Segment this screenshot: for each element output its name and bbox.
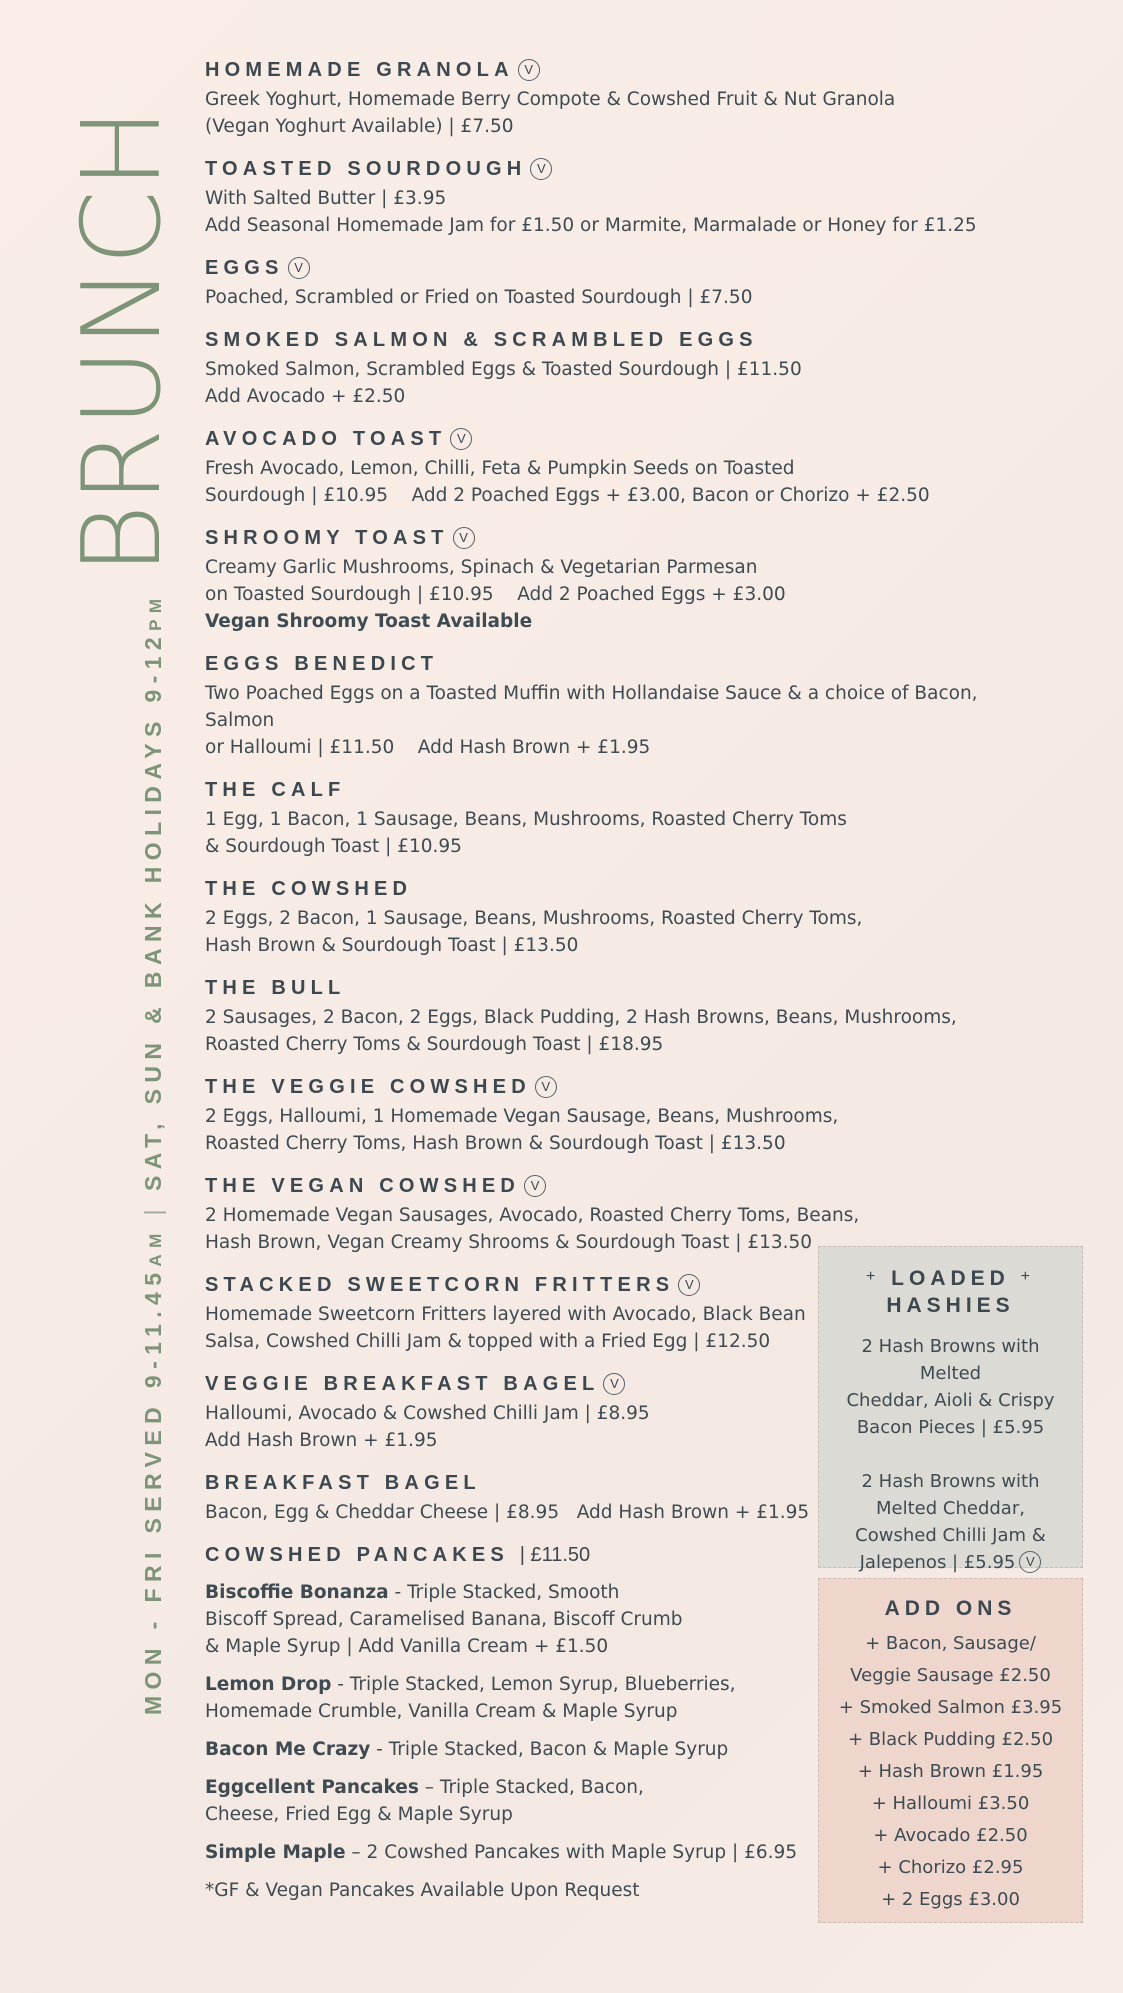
item-name: BREAKFAST BAGEL (205, 1472, 481, 1494)
item-description: 1 Egg, 1 Bacon, 1 Sausage, Beans, Mushrooms, Roasted Cherry Toms (205, 809, 847, 830)
addon-item: + Hash Brown £1.95 (857, 1761, 1044, 1782)
item-name: STACKED SWEETCORN FRITTERS (205, 1274, 675, 1296)
serving-times (140, 593, 167, 1715)
addon-item: + Halloumi £3.50 (871, 1793, 1030, 1814)
addon-item: + Smoked Salmon £3.95 (838, 1697, 1063, 1718)
item-name: SHROOMY TOAST (205, 527, 449, 549)
item-name: COWSHED PANCAKES (205, 1544, 509, 1566)
item-description: Roasted Cherry Toms, Hash Brown & Sourdough Toast | £13.50 (205, 1133, 786, 1154)
am-label: AM (146, 1227, 165, 1267)
item-description: 2 Homemade Vegan Sausages, Avocado, Roasted Cherry Toms, Beans, (205, 1205, 860, 1226)
addon-item: + Chorizo £2.95 (877, 1857, 1024, 1878)
item-name: VEGGIE BREAKFAST BAGEL (205, 1373, 600, 1395)
pancake-title: Biscoffie Bonanza (205, 1582, 389, 1603)
hashies-title: + LOADED + HASHIES (865, 1267, 1036, 1317)
item-description: Two Poached Eggs on a Toasted Muffin with Hollandaise Sauce & a choice of Bacon, Salmon (205, 683, 978, 731)
item-name: SMOKED SALMON & SCRAMBLED EGGS (205, 329, 758, 351)
pancake-option: Eggcellent Pancakes – Triple Stacked, Bacon, Cheese, Fried Egg & Maple Syrup (205, 1777, 644, 1825)
item-description: Sourdough | £10.95 Add 2 Poached Eggs + £3.00, Bacon or Chorizo + £2.50 (205, 485, 930, 506)
item-name: THE COWSHED (205, 878, 413, 900)
divider: | (140, 1202, 166, 1216)
item-description: Halloumi, Avocado & Cowshed Chilli Jam | £8.95 (205, 1403, 650, 1424)
loaded-hashies-box (818, 1246, 1083, 1573)
vegan-icon: V (530, 158, 552, 180)
side-panel (0, 0, 195, 1993)
item-note: Vegan Shroomy Toast Available (205, 611, 533, 632)
menu-item (205, 526, 1035, 635)
pancake-option: Biscoffie Bonanza - Triple Stacked, Smooth Biscoff Spread, Caramelised Banana, Biscoff Crumb & Maple Syrup | Add Vanilla Cream + £1.50 (205, 1582, 683, 1657)
menu-item (205, 778, 1035, 860)
item-description: Hash Brown, Vegan Creamy Shrooms & Sourdough Toast | £13.50 (205, 1232, 813, 1253)
vegan-icon: V (603, 1373, 625, 1395)
addon-item: + Bacon, Sausage/ (865, 1633, 1036, 1654)
item-price: | £11.50 (519, 1544, 591, 1566)
item-description: (Vegan Yoghurt Available) | £7.50 (205, 116, 514, 137)
menu-item (205, 1075, 1035, 1157)
item-name: THE BULL (205, 977, 346, 999)
vegan-icon: V (1019, 1551, 1041, 1573)
item-description: Greek Yoghurt, Homemade Berry Compote & Cowshed Fruit & Nut Granola (205, 89, 896, 110)
pancake-title: Lemon Drop (205, 1674, 332, 1695)
sparkle-icon: + (1020, 1268, 1036, 1285)
item-description: & Sourdough Toast | £10.95 (205, 836, 462, 857)
vegan-icon: V (524, 1175, 546, 1197)
item-name: TOASTED SOURDOUGH (205, 158, 527, 180)
item-description: Roasted Cherry Toms & Sourdough Toast | £18.95 (205, 1034, 664, 1055)
item-name: THE VEGAN COWSHED (205, 1175, 521, 1197)
item-description: 2 Eggs, 2 Bacon, 1 Sausage, Beans, Mushrooms, Roasted Cherry Toms, (205, 908, 863, 929)
item-name: THE CALF (205, 779, 346, 801)
menu-item (205, 256, 1035, 311)
add-ons-box (818, 1578, 1083, 1923)
item-description: Bacon, Egg & Cheddar Cheese | £8.95 Add Hash Brown + £1.95 (205, 1502, 810, 1523)
pancake-title: Simple Maple (205, 1842, 346, 1863)
addon-item: + 2 Eggs £3.00 (881, 1889, 1020, 1910)
brunch-title: BRUNCH (60, 106, 185, 575)
addon-item: + Black Pudding £2.50 (847, 1729, 1054, 1750)
weekday-times: MON - FRI SERVED 9-11.45 (140, 1266, 166, 1715)
item-description: With Salted Butter | £3.95 (205, 188, 447, 209)
pancake-option: Bacon Me Crazy - Triple Stacked, Bacon & Maple Syrup (205, 1739, 729, 1760)
vegan-icon: V (535, 1076, 557, 1098)
item-description: Add Hash Brown + £1.95 (205, 1430, 438, 1451)
hashies-option: 2 Hash Browns with Melted Cheddar, Cowshed Chilli Jam & Jalepenos | £5.95 V (855, 1471, 1046, 1573)
item-description: Homemade Sweetcorn Fritters layered with Avocado, Black Bean (205, 1304, 806, 1325)
item-description: or Halloumi | £11.50 Add Hash Brown + £1.95 (205, 737, 651, 758)
addon-item: + Avocado £2.50 (873, 1825, 1028, 1846)
hashies-option: 2 Hash Browns with Melted Cheddar, Aioli & Crispy Bacon Pieces | £5.95 (846, 1336, 1055, 1438)
sparkle-icon: + (865, 1268, 881, 1285)
item-description: Poached, Scrambled or Fried on Toasted Sourdough | £7.50 (205, 287, 753, 308)
item-description: Add Avocado + £2.50 (205, 386, 406, 407)
item-description: Smoked Salmon, Scrambled Eggs & Toasted Sourdough | £11.50 (205, 359, 802, 380)
pancake-option: Simple Maple – 2 Cowshed Pancakes with Maple Syrup | £6.95 (205, 1842, 798, 1863)
menu-item (205, 328, 1035, 410)
vegan-icon: V (453, 527, 475, 549)
item-name: THE VEGGIE COWSHED (205, 1076, 531, 1098)
item-description: 2 Sausages, 2 Bacon, 2 Eggs, Black Pudding, 2 Hash Browns, Beans, Mushrooms, (205, 1007, 957, 1028)
pm-label: PM (146, 592, 165, 631)
item-description: Hash Brown & Sourdough Toast | £13.50 (205, 935, 579, 956)
vegan-icon: V (518, 59, 540, 81)
item-description: on Toasted Sourdough | £10.95 Add 2 Poached Eggs + £3.00 (205, 584, 786, 605)
menu-item (205, 976, 1035, 1058)
pancake-note: *GF & Vegan Pancakes Available Upon Request (205, 1880, 640, 1901)
addons-title: ADD ONS (884, 1597, 1017, 1620)
menu-item (205, 58, 1035, 140)
item-description: Add Seasonal Homemade Jam for £1.50 or Marmite, Marmalade or Honey for £1.25 (205, 215, 977, 236)
menu-item (205, 652, 1035, 761)
weekend-times: SAT, SUN & BANK HOLIDAYS 9-12 (140, 630, 166, 1191)
addon-item: Veggie Sausage £2.50 (850, 1665, 1051, 1686)
item-description: Fresh Avocado, Lemon, Chilli, Feta & Pumpkin Seeds on Toasted (205, 458, 795, 479)
menu-item (205, 1174, 1035, 1256)
menu-item (205, 427, 1035, 509)
vegan-icon: V (288, 257, 310, 279)
pancake-title: Bacon Me Crazy (205, 1739, 371, 1760)
item-description: 2 Eggs, Halloumi, 1 Homemade Vegan Sausage, Beans, Mushrooms, (205, 1106, 839, 1127)
item-description: Creamy Garlic Mushrooms, Spinach & Vegetarian Parmesan (205, 557, 758, 578)
vegan-icon: V (450, 428, 472, 450)
item-description: Salsa, Cowshed Chilli Jam & topped with a Fried Egg | £12.50 (205, 1331, 771, 1352)
pancake-title: Eggcellent Pancakes (205, 1777, 419, 1798)
item-name: EGGS (205, 257, 284, 279)
item-name: AVOCADO TOAST (205, 428, 447, 450)
menu-item (205, 157, 1035, 239)
vegan-icon: V (678, 1274, 700, 1296)
menu-item (205, 877, 1035, 959)
item-name: EGGS BENEDICT (205, 653, 439, 675)
pancake-option: Lemon Drop - Triple Stacked, Lemon Syrup, Blueberries, Homemade Crumble, Vanilla Cream & Maple Syrup (205, 1674, 736, 1722)
item-name: HOMEMADE GRANOLA (205, 59, 514, 81)
